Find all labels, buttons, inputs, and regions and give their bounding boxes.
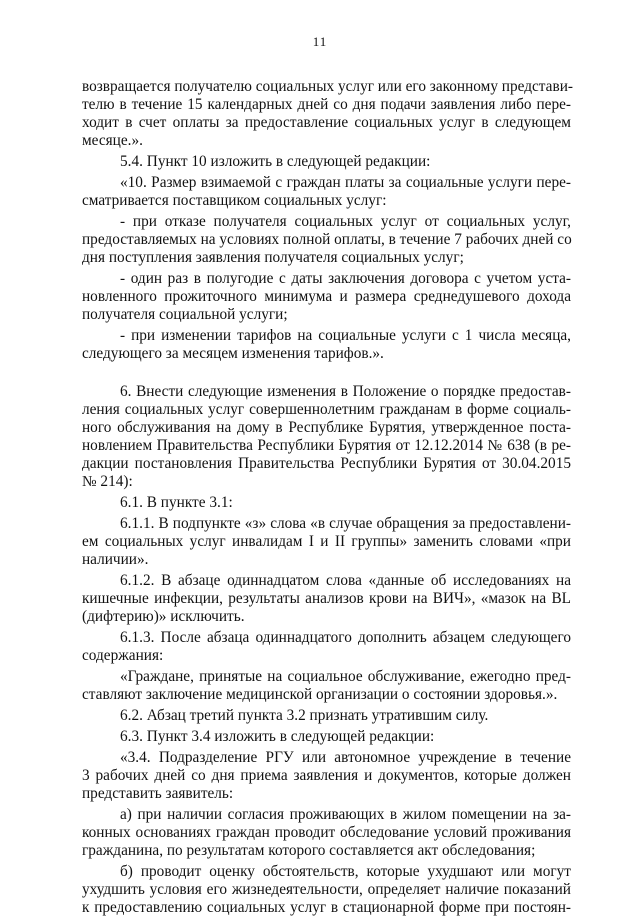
text-line: кишечные инфекции, результаты анализов крови на ВИЧ», «мазок на BL xyxy=(82,590,571,607)
text-line: ления социальных услуг совершеннолетним гражданам в форме социаль- xyxy=(82,401,571,418)
paragraph-p15 xyxy=(82,749,571,803)
text-line: ставляют заключение медицинской организации о состоянии здоровья.». xyxy=(82,686,558,703)
text-line: ходит в счет оплаты за предоставление социальных услуг в следующем xyxy=(82,114,571,131)
text-line: - один раз в полугодие с даты заключения договора с учетом уста- xyxy=(120,270,571,287)
paragraph-spacer xyxy=(82,363,571,383)
text-line: дня поступления заявления получателя социальных услуг; xyxy=(82,249,464,266)
text-line: месяце.». xyxy=(82,132,143,149)
text-line: «3.4. Подразделение РГУ или автономное учреждение в течение xyxy=(120,749,571,766)
text-line: предоставляемых на условиях полной оплаты, в течение 7 рабочих дней со xyxy=(82,231,572,248)
text-line: дакции постановления Правительства Республики Бурятия от 30.04.2015 xyxy=(82,455,571,472)
text-line: 6.1.1. В подпункте «з» слова «в случае обращения за предоставлени- xyxy=(120,515,571,532)
paragraph-p10 xyxy=(82,572,571,626)
text-line: ухудшить условия его жизнедеятельности, определяет наличие показаний xyxy=(82,881,571,898)
paragraph-p12 xyxy=(82,668,571,704)
text-line: 6.2. Абзац третий пункта 3.2 признать утратившим силу. xyxy=(120,707,489,724)
paragraph-p9 xyxy=(82,515,571,569)
text-line: 6.3. Пункт 3.4 изложить в следующей редакции: xyxy=(120,728,435,745)
text-line: сматривается поставщиком социальных услуг: xyxy=(82,192,387,209)
text-line: возвращается получателю социальных услуг или его законному представи- xyxy=(82,78,573,95)
document-body xyxy=(82,78,571,917)
text-line: 3 рабочих дней со дня приема заявления и документов, которые должен xyxy=(82,767,571,784)
text-line: получателя социальной услуги; xyxy=(82,306,288,323)
paragraph-p16 xyxy=(82,806,571,860)
text-line: 6.1.3. После абзаца одиннадцатого дополнить абзацем следующего xyxy=(120,629,571,646)
paragraph-p17 xyxy=(82,863,571,917)
text-line: «Граждане, принятые на социальное обслуживание, ежегодно пред- xyxy=(120,668,571,685)
paragraph-p11 xyxy=(82,629,571,665)
text-line: телю в течение 15 календарных дней со дня подачи заявления либо пере- xyxy=(82,96,571,113)
text-line: наличии». xyxy=(82,551,149,568)
paragraph-p1 xyxy=(82,78,571,150)
paragraph-p4 xyxy=(82,213,571,267)
text-line: содержания: xyxy=(82,647,164,664)
text-line: 6.1. В пункте 3.1: xyxy=(120,494,233,511)
page-number: 11 xyxy=(312,34,328,49)
paragraph-p6 xyxy=(82,327,571,363)
text-line: к предоставлению социальных услуг в стационарной форме при постоян- xyxy=(82,899,571,916)
paragraph-p7 xyxy=(82,383,571,491)
paragraph-p2 xyxy=(82,153,571,171)
text-line: № 214): xyxy=(82,473,133,490)
text-line: следующего за месяцем изменения тарифов.». xyxy=(82,345,384,362)
text-line: 6. Внести следующие изменения в Положение о порядке предостав- xyxy=(120,383,571,400)
paragraph-p14 xyxy=(82,728,571,746)
text-line: новлением Правительства Республики Бурятия от 12.12.2014 № 638 (в ре- xyxy=(82,437,571,454)
text-line: а) при наличии согласия проживающих в жилом помещении на за- xyxy=(120,806,571,823)
text-line: б) проводит оценку обстоятельств, которые ухудшают или могут xyxy=(120,863,571,880)
text-line: представить заявитель: xyxy=(82,785,234,802)
paragraph-p13 xyxy=(82,707,571,725)
text-line: 6.1.2. В абзаце одиннадцатом слова «данные об исследованиях на xyxy=(120,572,571,589)
text-line: конных основаниях граждан проводит обследование условий проживания xyxy=(82,824,571,841)
paragraph-p3 xyxy=(82,174,571,210)
text-line: - при отказе получателя социальных услуг от социальных услуг, xyxy=(120,213,571,230)
text-line: гражданина, по результатам которого составляется акт обследования; xyxy=(82,842,536,859)
text-line: (дифтерию)» исключить. xyxy=(82,608,245,625)
paragraph-p8 xyxy=(82,494,571,512)
text-line: - при изменении тарифов на социальные услуги с 1 числа месяца, xyxy=(120,327,571,344)
text-line: 5.4. Пункт 10 изложить в следующей редакции: xyxy=(120,153,431,170)
paragraph-p5 xyxy=(82,270,571,324)
text-line: «10. Размер взимаемой с граждан платы за социальные услуги пере- xyxy=(120,174,571,191)
text-line: ем социальных услуг инвалидам I и II группы» заменить словами «при xyxy=(82,533,571,550)
text-line: ного обслуживания на дому в Республике Бурятия, утвержденное поста- xyxy=(82,419,571,436)
text-line: новленного прожиточного минимума и размера среднедушевого дохода xyxy=(82,288,571,305)
